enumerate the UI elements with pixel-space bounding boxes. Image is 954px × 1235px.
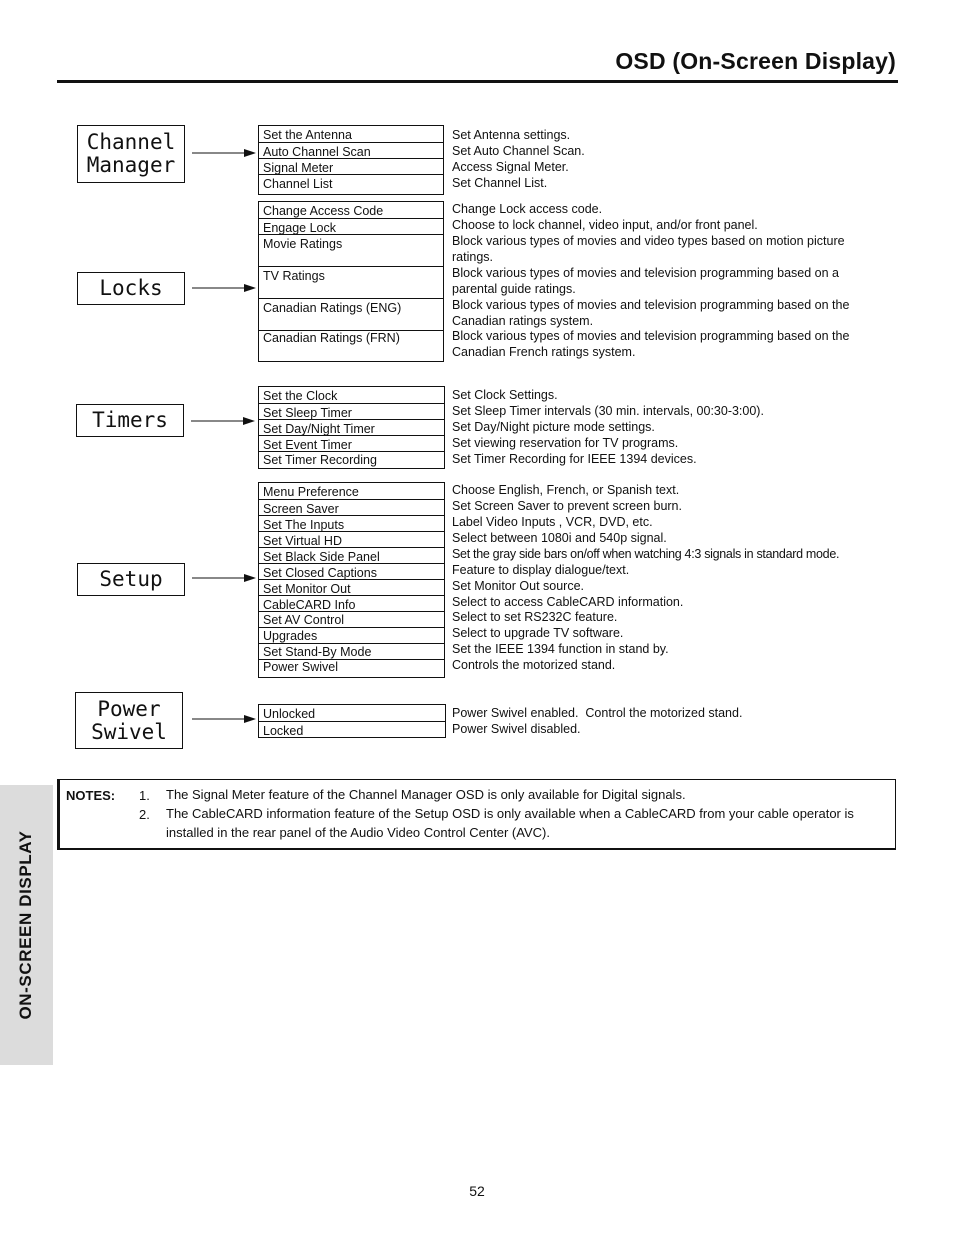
option-cell: Signal Meter [259,158,443,174]
option-cell: TV Ratings [259,266,443,298]
option-description: Set Sleep Timer intervals (30 min. intervals, 00:30-3:00). [452,404,764,418]
option-cell: Set Closed Captions [259,563,444,579]
side-tab-label: ON-SCREEN DISPLAY [16,830,35,1020]
option-description: Choose English, French, or Spanish text. [452,483,680,497]
menu-box-power-swivel: Power Swivel [75,692,183,749]
option-description: Set Auto Channel Scan. [452,144,585,158]
menu-box-channel-manager: Channel Manager [77,125,185,183]
option-cell: Channel List [259,174,443,194]
arrow-right-icon [191,414,257,428]
option-cell: Set AV Control [259,611,444,627]
option-description: Set the IEEE 1394 function in stand by. [452,642,669,656]
option-cell: Set Virtual HD [259,531,444,547]
option-cell: Upgrades [259,627,444,643]
option-description: Set Day/Night picture mode settings. [452,420,655,434]
page-number: 52 [469,1183,485,1199]
option-description: Set Monitor Out source. [452,579,585,593]
option-cell: Set the Antenna [263,128,352,142]
menu-box-locks: Locks [77,272,185,305]
option-description: Power Swivel disabled. [452,722,581,736]
option-cell: Set Event Timer [259,435,444,451]
options-table-channel-manager [258,125,444,195]
option-cell: CableCARD Info [259,595,444,611]
menu-box-timers: Timers [76,404,184,437]
option-cell: Engage Lock [259,218,443,234]
option-description: Feature to display dialogue/text. [452,563,630,577]
option-cell: Set Stand-By Mode [259,643,444,659]
option-description: Set Channel List. [452,176,548,190]
option-description: Set Screen Saver to prevent screen burn. [452,499,682,513]
side-tab [0,785,53,1065]
option-description: Set the gray side bars on/off when watching 4:3 signals in standard mode. [452,547,840,561]
page-title: OSD (On-Screen Display) [615,48,896,74]
note-number: 2. [139,807,150,822]
option-description: Choose to lock channel, video input, and/or front panel. [452,218,758,232]
option-cell: Locked [259,721,445,737]
option-cell: Set The Inputs [259,515,444,531]
option-cell: Auto Channel Scan [259,142,443,158]
option-description: Set Clock Settings. [452,388,558,402]
option-cell: Set Sleep Timer [259,403,444,419]
option-description: Select to set RS232C feature. [452,610,618,624]
option-description: Block various types of movies and television programming based on the Canadian ratings system. [452,298,850,328]
options-table-timers [258,386,445,469]
option-description: Power Swivel enabled. Control the motorized stand. [452,706,743,720]
notes-label: NOTES: [66,788,116,803]
option-cell: Canadian Ratings (ENG) [259,298,443,330]
option-cell: Screen Saver [259,499,444,515]
option-description: Select between 1080i and 540p signal. [452,531,667,545]
option-description: Select to access CableCARD information. [452,595,684,609]
title-rule [57,80,898,83]
arrow-right-icon [192,146,258,160]
option-cell: Set Black Side Panel [259,547,444,563]
option-description: Block various types of movies and video types based on motion picture ratings. [452,234,845,264]
option-description: Select to upgrade TV software. [452,626,624,640]
note-number: 1. [139,788,150,803]
option-cell: Set Monitor Out [259,579,444,595]
option-description: Block various types of movies and television programming based on the Canadian French ratings system. [452,329,850,359]
option-description: Access Signal Meter. [452,160,569,174]
option-description: Block various types of movies and television programming based on a parental guide ratings. [452,266,840,296]
note-text: The Signal Meter feature of the Channel Manager OSD is only available for Digital signals. [166,787,686,802]
arrow-right-icon [192,712,258,726]
options-table-power-swivel [258,704,446,738]
note-text: The CableCARD information feature of the Setup OSD is only available when a CableCARD from your cable operator is installed in the rear panel of the Audio Video Control Center (AVC). [166,806,854,840]
option-description: Set Antenna settings. [452,128,571,142]
option-cell: Set Day/Night Timer [259,419,444,435]
option-cell: Menu Preference [263,485,359,499]
option-cell: Set the Clock [263,389,338,403]
notes-box [57,779,896,850]
menu-box-setup: Setup [77,563,185,596]
option-cell: Set Timer Recording [259,451,444,468]
option-cell: Movie Ratings [259,234,443,266]
option-description: Controls the motorized stand. [452,658,616,672]
options-table-setup [258,482,445,678]
arrow-right-icon [192,281,258,295]
option-description: Label Video Inputs , VCR, DVD, etc. [452,515,653,529]
option-cell: Power Swivel [259,659,444,677]
option-description: Set Timer Recording for IEEE 1394 devices. [452,452,697,466]
arrow-right-icon [192,571,258,585]
option-cell: Change Access Code [263,204,384,218]
option-description: Set viewing reservation for TV programs. [452,436,679,450]
options-table-locks [258,201,444,362]
option-cell: Unlocked [263,707,316,721]
option-cell: Canadian Ratings (FRN) [259,330,443,361]
option-description: Change Lock access code. [452,202,603,216]
